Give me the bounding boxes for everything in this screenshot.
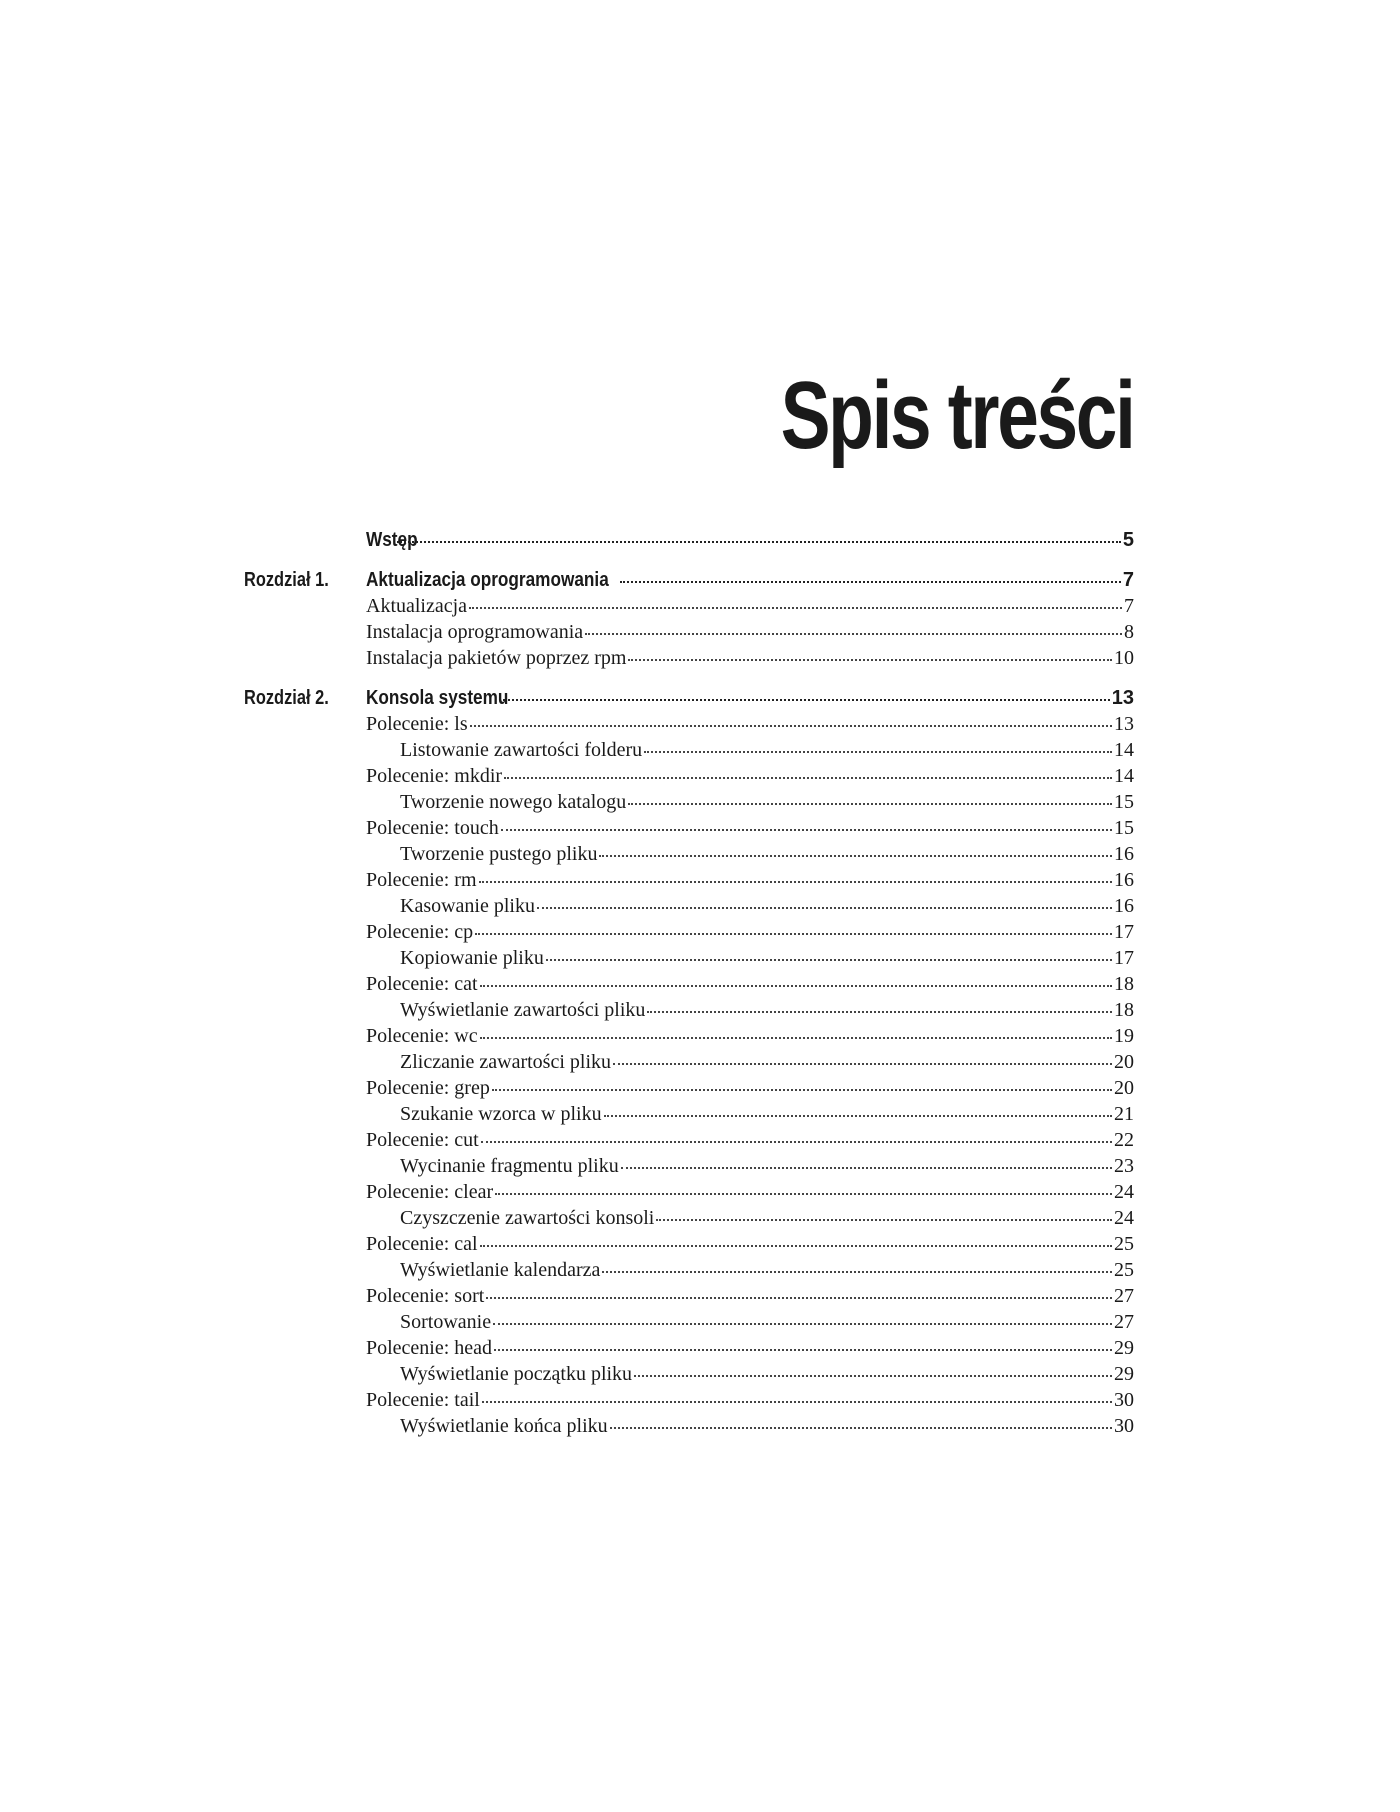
toc-row: [0, 646, 1400, 672]
toc-subentry[interactable]: [400, 739, 1134, 762]
toc-row: [0, 972, 1400, 998]
toc-entry-page: 29: [1114, 1337, 1134, 1359]
toc-entry-page: 25: [1114, 1233, 1134, 1255]
toc-entry[interactable]: [366, 647, 1134, 670]
toc-row: [0, 1388, 1400, 1414]
toc-entry-title: Polecenie: cp: [366, 921, 474, 943]
dot-leader: [546, 955, 1112, 961]
toc-row: [0, 946, 1400, 972]
toc-entry-page: 30: [1114, 1389, 1134, 1411]
toc-entry-page: 24: [1114, 1207, 1134, 1229]
toc-subentry[interactable]: [400, 1051, 1134, 1074]
toc-chapter-2-row: [0, 672, 1400, 712]
toc-row: [0, 1180, 1400, 1206]
toc-entry-title: Polecenie: cut: [366, 1129, 479, 1151]
toc-entry-title: Wstęp: [366, 529, 418, 551]
toc-entry-title: Zliczanie zawartości pliku: [400, 1051, 612, 1073]
dot-leader: [537, 903, 1112, 909]
toc-row: [0, 1050, 1400, 1076]
toc-entry-title: Polecenie: head: [366, 1337, 493, 1359]
toc-entry-title: Polecenie: touch: [366, 817, 499, 839]
toc-entry-page: 23: [1114, 1155, 1134, 1177]
toc-entry-page: 13: [1111, 687, 1134, 709]
toc-entry[interactable]: [366, 595, 1134, 618]
dot-leader: [504, 773, 1112, 779]
toc-entry[interactable]: [366, 1285, 1134, 1308]
toc-subentry[interactable]: [400, 843, 1134, 866]
toc-entry-page: 20: [1114, 1051, 1134, 1073]
toc-entry-title: Tworzenie nowego katalogu: [400, 791, 627, 813]
toc-entry-title: Wyświetlanie kalendarza: [400, 1259, 601, 1281]
toc-entry-title: Instalacja oprogramowania: [366, 621, 584, 643]
toc-entry[interactable]: [366, 973, 1134, 996]
dot-leader: [501, 825, 1112, 831]
toc-entry-page: 27: [1114, 1311, 1134, 1333]
toc-entry-title: Polecenie: clear: [366, 1181, 494, 1203]
toc-entry-page: 16: [1114, 869, 1134, 891]
toc-entry-page: 15: [1114, 791, 1134, 813]
dot-leader: [397, 537, 1121, 543]
chapter-label: Rozdział 1.: [244, 569, 329, 591]
toc-entry[interactable]: [366, 1233, 1134, 1256]
toc-entry-title: Sortowanie: [400, 1311, 492, 1333]
toc-entry-page: 14: [1114, 739, 1134, 761]
toc-chapter-1-row: [0, 554, 1400, 594]
toc-row: [0, 920, 1400, 946]
toc-subentry[interactable]: [400, 1415, 1134, 1438]
toc-entry-title: Wyświetlanie zawartości pliku: [400, 999, 646, 1021]
toc-entry-title: Polecenie: tail: [366, 1389, 480, 1411]
toc-entry-page: 10: [1114, 647, 1134, 669]
toc-row: [0, 712, 1400, 738]
toc-row: [0, 764, 1400, 790]
toc-subentry[interactable]: [400, 1155, 1134, 1178]
toc-entry[interactable]: [366, 621, 1134, 644]
toc-subentry[interactable]: [400, 999, 1134, 1022]
dot-leader: [585, 629, 1122, 635]
toc-chapter-2[interactable]: [366, 687, 1134, 710]
toc-entry-title: Polecenie: mkdir: [366, 765, 503, 787]
toc-row: [0, 738, 1400, 764]
dot-leader: [604, 1111, 1112, 1117]
toc-subentry[interactable]: [400, 1207, 1134, 1230]
toc-entry[interactable]: [366, 1077, 1134, 1100]
toc-entry-page: 27: [1114, 1285, 1134, 1307]
toc-row: [0, 1284, 1400, 1310]
dot-leader: [628, 799, 1112, 805]
dot-leader: [610, 1423, 1112, 1429]
toc-entry-page: 15: [1114, 817, 1134, 839]
toc-subentry[interactable]: [400, 947, 1134, 970]
dot-leader: [647, 1007, 1112, 1013]
toc-subentry[interactable]: [400, 1311, 1134, 1334]
dot-leader: [602, 1267, 1112, 1273]
toc-entry-page: 17: [1114, 947, 1134, 969]
toc-entry[interactable]: [366, 765, 1134, 788]
dot-leader: [613, 1059, 1112, 1065]
toc-entry-page: 18: [1114, 973, 1134, 995]
toc-row: [0, 1336, 1400, 1362]
dot-leader: [634, 1371, 1112, 1377]
toc-entry-title: Wycinanie fragmentu pliku: [400, 1155, 619, 1177]
toc-entry[interactable]: [366, 1389, 1134, 1412]
toc-row: [0, 842, 1400, 868]
dot-leader: [503, 695, 1110, 701]
toc-entry-title: Kopiowanie pliku: [400, 947, 544, 969]
toc-entry-title: Polecenie: ls: [366, 713, 468, 735]
dot-leader: [486, 1293, 1112, 1299]
toc-entry-page: 22: [1114, 1129, 1134, 1151]
toc-row: [0, 1414, 1400, 1440]
toc-row: [0, 868, 1400, 894]
toc-entry-page: 17: [1114, 921, 1134, 943]
toc-row: [0, 1024, 1400, 1050]
toc-entry[interactable]: [366, 1129, 1134, 1152]
toc-row: [0, 1258, 1400, 1284]
toc-entry-title: Listowanie zawartości folderu: [400, 739, 643, 761]
toc-subentry[interactable]: [400, 1103, 1134, 1126]
toc-row: [0, 790, 1400, 816]
dot-leader: [621, 1163, 1112, 1169]
toc-entry-page: 25: [1114, 1259, 1134, 1281]
toc-entry-title: Polecenie: wc: [366, 1025, 478, 1047]
toc-row: [0, 1310, 1400, 1336]
toc-entry-title: Polecenie: cat: [366, 973, 478, 995]
dot-leader: [475, 929, 1112, 935]
toc-entry-title: Aktualizacja: [366, 595, 468, 617]
toc-intro-row: [0, 520, 1400, 554]
toc-row: [0, 1128, 1400, 1154]
toc-entry-title: Kasowanie pliku: [400, 895, 535, 917]
toc-entry-title: Polecenie: grep: [366, 1077, 490, 1099]
toc-entry-page: 20: [1114, 1077, 1134, 1099]
dot-leader: [469, 603, 1122, 609]
dot-leader: [493, 1319, 1112, 1325]
toc-entry-page: 7: [1122, 569, 1134, 591]
toc-entry-page: 16: [1114, 895, 1134, 917]
toc-entry-page: 19: [1114, 1025, 1134, 1047]
dot-leader: [628, 655, 1112, 661]
toc-row: [0, 816, 1400, 842]
toc-subentry[interactable]: [400, 791, 1134, 814]
toc-entry[interactable]: [366, 817, 1134, 840]
dot-leader: [481, 1137, 1112, 1143]
dot-leader: [480, 981, 1112, 987]
toc-subentry[interactable]: [400, 895, 1134, 918]
dot-leader: [495, 1189, 1112, 1195]
toc-entry-title: Aktualizacja oprogramowania: [366, 569, 609, 591]
toc-entry[interactable]: [366, 1181, 1134, 1204]
page-title: Spis treści: [780, 362, 1134, 469]
toc-row: [0, 1154, 1400, 1180]
toc-entry-page: 24: [1114, 1181, 1134, 1203]
toc-entry[interactable]: [366, 1025, 1134, 1048]
toc-entry-page: 7: [1124, 595, 1134, 617]
toc-row: [0, 998, 1400, 1024]
dot-leader: [599, 851, 1112, 857]
dot-leader: [494, 1345, 1112, 1351]
toc-entry-page: 8: [1124, 621, 1134, 643]
toc-entry-title: Wyświetlanie końca pliku: [400, 1415, 608, 1437]
dot-leader: [482, 1397, 1112, 1403]
toc-entry-page: 21: [1114, 1103, 1134, 1125]
toc-row: [0, 1102, 1400, 1128]
toc-entry-title: Czyszczenie zawartości konsoli: [400, 1207, 655, 1229]
toc-entry[interactable]: [366, 921, 1134, 944]
toc-entry-title: Polecenie: rm: [366, 869, 477, 891]
chapter-label: Rozdział 2.: [244, 687, 329, 709]
toc-entry-page: 14: [1114, 765, 1134, 787]
dot-leader: [492, 1085, 1112, 1091]
toc-entry-title: Wyświetlanie początku pliku: [400, 1363, 633, 1385]
toc-entry-page: 16: [1114, 843, 1134, 865]
toc-subentry[interactable]: [400, 1363, 1134, 1386]
toc-entry-page: 30: [1114, 1415, 1134, 1437]
toc-row: [0, 620, 1400, 646]
toc-row: [0, 1362, 1400, 1388]
dot-leader: [480, 1033, 1112, 1039]
toc-entry-page: 13: [1114, 713, 1134, 735]
toc-chapter-1[interactable]: [366, 569, 1134, 592]
dot-leader: [644, 747, 1112, 753]
toc-row: [0, 1076, 1400, 1102]
toc-entry-title: Instalacja pakietów poprzez rpm: [366, 647, 627, 669]
toc-row: [0, 1206, 1400, 1232]
toc-row: [0, 1232, 1400, 1258]
toc-entry-title: Polecenie: sort: [366, 1285, 485, 1307]
dot-leader: [620, 577, 1121, 583]
dot-leader: [479, 877, 1112, 883]
toc-row: [0, 894, 1400, 920]
toc-entry-title: Szukanie wzorca w pliku: [400, 1103, 602, 1125]
dot-leader: [656, 1215, 1112, 1221]
toc-subentry[interactable]: [400, 1259, 1134, 1282]
toc-entry[interactable]: [366, 869, 1134, 892]
toc-entry-page: 18: [1114, 999, 1134, 1021]
toc-entry-intro[interactable]: [366, 529, 1134, 552]
dot-leader: [480, 1241, 1112, 1247]
toc-entry-title: Tworzenie pustego pliku: [400, 843, 598, 865]
toc-entry-title: Polecenie: cal: [366, 1233, 478, 1255]
toc-entry-title: Konsola systemu: [366, 687, 509, 709]
toc-entry[interactable]: [366, 713, 1134, 736]
table-of-contents: [0, 520, 1400, 1440]
toc-entry-page: 29: [1114, 1363, 1134, 1385]
toc-row: [0, 594, 1400, 620]
toc-entry-page: 5: [1122, 529, 1134, 551]
dot-leader: [470, 721, 1112, 727]
toc-entry[interactable]: [366, 1337, 1134, 1360]
